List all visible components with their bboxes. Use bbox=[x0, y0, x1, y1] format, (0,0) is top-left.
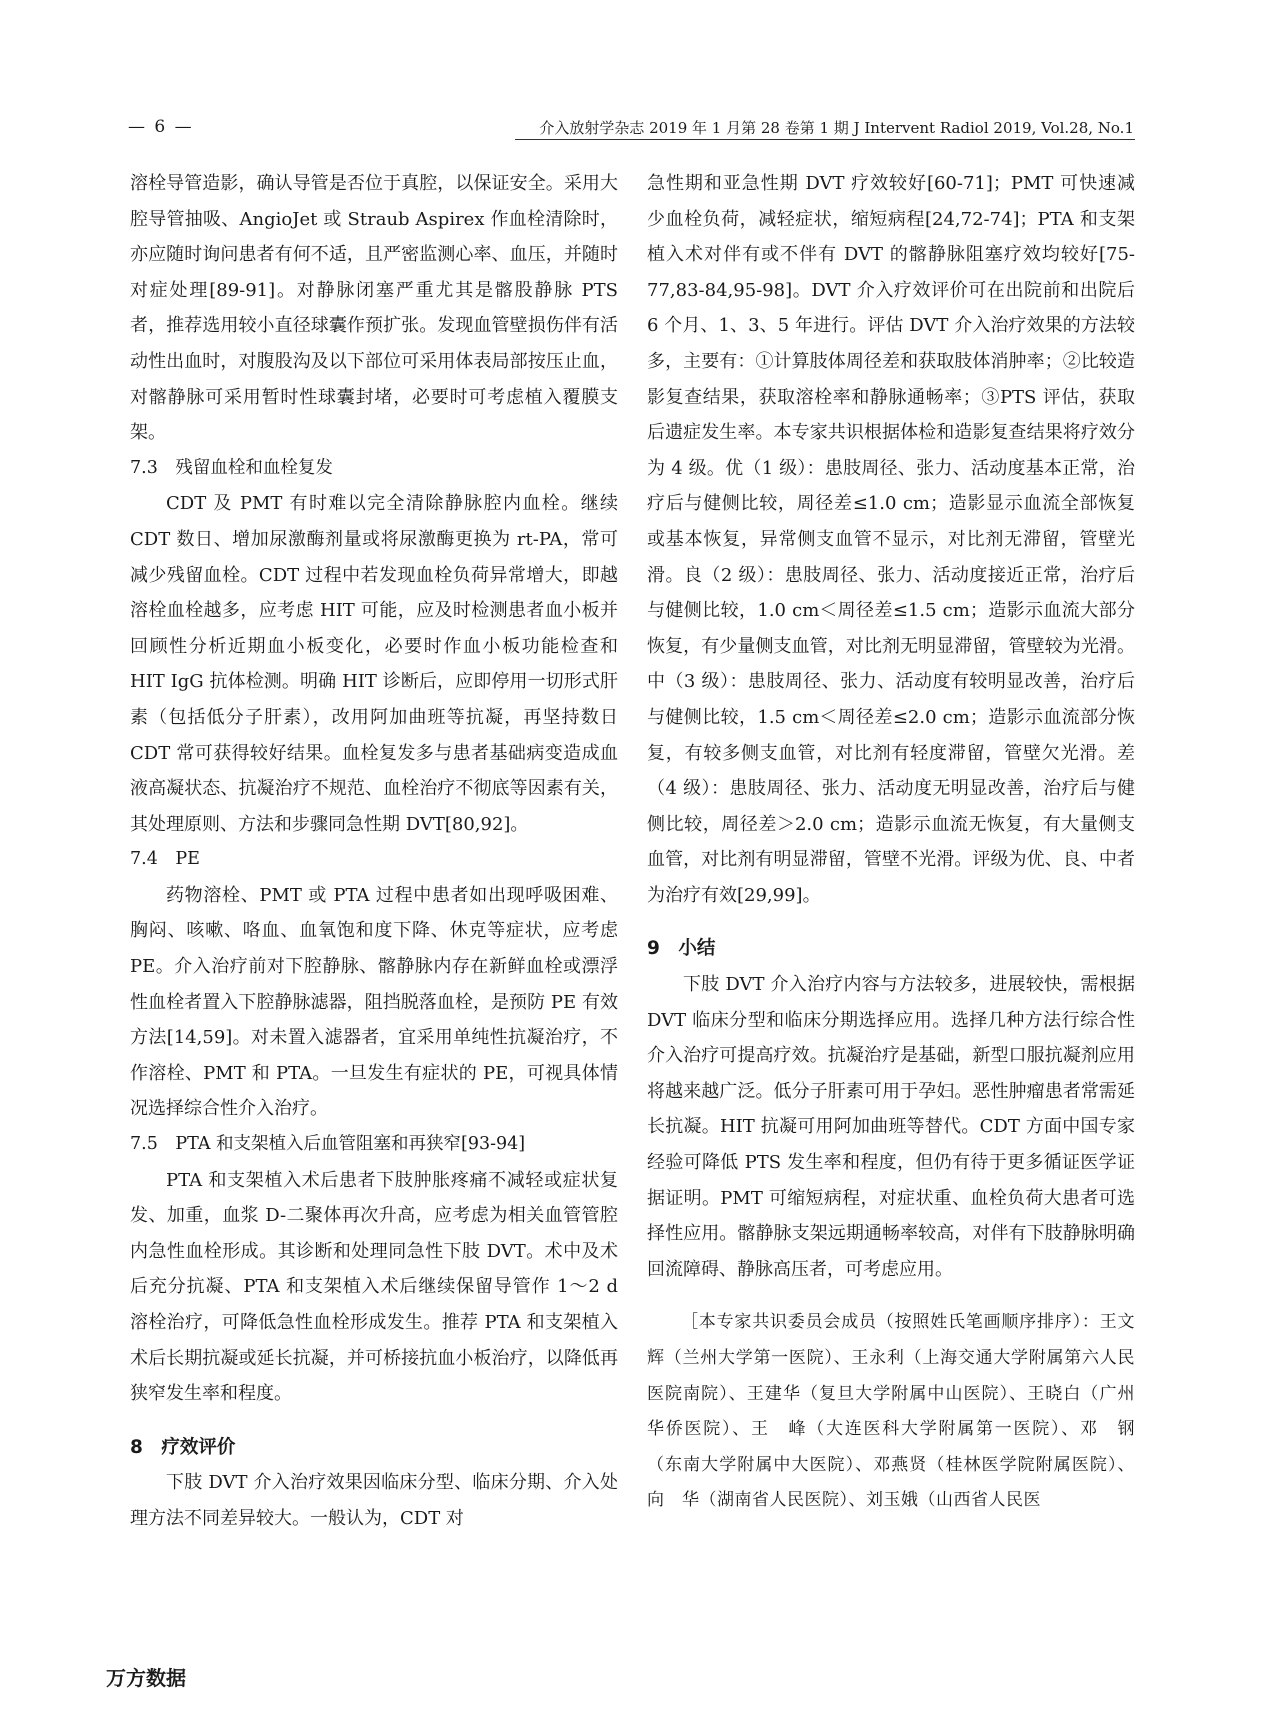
page-number: — 6 — bbox=[128, 117, 194, 137]
paragraph-9: 下肢 DVT 介入治疗内容与方法较多，进展较快，需根据 DVT 临床分型和临床分期选择应用。选择几种方法行综合性介入治疗可提高疗效。抗凝治疗是基础，新型口服抗凝剂应用将越来越广泛。低分子肝素可用于孕妇。恶性肿瘤患者常需延长抗凝。HIT 抗凝可用阿加曲班等替代。CDT 方面中国专家经验可降低 PTS 发生率和程度，但仍有待于更多循证医学证据证明。PMT 可缩短病程，对症状重、血栓负荷大患者可选择性应用。髂静脉支架远期通畅率较高，对伴有下肢静脉明确回流障碍、静脉高压者，可考虑应用。 bbox=[647, 974, 1135, 1280]
left-column bbox=[130, 166, 618, 1537]
section-heading-7-3: 7.3 残留血栓和血栓复发 bbox=[130, 457, 333, 478]
paragraph-7-4: 药物溶栓、PMT 或 PTA 过程中患者如出现呼吸困难、胸闷、咳嗽、咯血、血氧饱和度下降、休克等症状，应考虑 PE。介入治疗前对下腔静脉、髂静脉内存在新鲜血栓或漂浮性血栓者置入下腔静脉滤器，阻挡脱落血栓，是预防 PE 有效方法[14,59]。对未置入滤器者，宜采用单纯性抗凝治疗，不作溶栓、PMT 和 PTA。一旦发生有症状的 PE，可视具体情况选择综合性介入治疗。 bbox=[130, 884, 618, 1120]
section-gap bbox=[647, 1287, 1135, 1305]
wanfang-data-watermark: 万方数据 bbox=[106, 1666, 186, 1690]
committee-members: ［本专家共识委员会成员（按照姓氏笔画顺序排序）：王文辉（兰州大学第一医院）、王永利（上海交通大学附属第六人民医院南院）、王建华（复旦大学附属中山医院）、王晓白（广州华侨医院）、王 峰（大连医科大学附属第一医院）、邓 钢（东南大学附属中大医院）、邓燕贤（桂林医学院附属医院）、向 华（湖南省人民医院）、刘玉娥（山西省人民医 bbox=[647, 1312, 1135, 1511]
paragraph-8: 下肢 DVT 介入治疗效果因临床分型、临床分期、介入处理方法不同差异较大。一般认为，CDT 对 bbox=[130, 1472, 618, 1529]
header-divider bbox=[515, 139, 1135, 140]
paragraph-8-continued: 急性期和亚急性期 DVT 疗效较好[60-71]；PMT 可快速减少血栓负荷，减轻症状，缩短病程[24,72-74]；PTA 和支架植入术对伴有或不伴有 DVT 的髂静脉阻塞疗效均较好[75-77,83-84,95-98]。DVT 介入疗效评价可在出院前和出院后 6 个月、1、3、5 年进行。评估 DVT 介入治疗效果的方法较多，主要有：①计算肢体周径差和获取肢体消肿率；②比较造影复查结果，获取溶栓率和静脉通畅率；③PTS 评估，获取后遗症发生率。本专家共识根据体检和造影复查结果将疗效分为 4 级。优（1 级）：患肢周径、张力、活动度基本正常，治疗后与健侧比较，周径差≤1.0 cm；造影显示血流全部恢复或基本恢复，异常侧支血管不显示，对比剂无滞留，管壁光滑。良（2 级）：患肢周径、张力、活动度接近正常，治疗后与健侧比较，1.0 cm＜周径差≤1.5 cm；造影示血流大部分恢复，有少量侧支血管，对比剂无明显滞留，管壁较为光滑。中（3 级）：患肢周径、张力、活动度有较明显改善，治疗后与健侧比较，1.5 cm＜周径差≤2.0 cm；造影示血流部分恢复，有较多侧支血管，对比剂有轻度滞留，管壁欠光滑。差（4 级）：患肢周径、张力、活动度无明显改善，治疗后与健侧比较，周径差＞2.0 cm；造影示血流无恢复，有大量侧支血管，对比剂有明显滞留，管壁不光滑。评级为优、良、中者为治疗有效[29,99]。 bbox=[647, 173, 1135, 906]
paragraph-7-3: CDT 及 PMT 有时难以完全清除静脉腔内血栓。继续 CDT 数日、增加尿激酶剂量或将尿激酶更换为 rt-PA，常可减少残留血栓。CDT 过程中若发现血栓负荷异常增大，即越溶栓血栓越多，应考虑 HIT 可能，应及时检测患者血小板并回顾性分析近期血小板变化，必要时作血小板功能检查和 HIT IgG 抗体检测。明确 HIT 诊断后，应即停用一切形式肝素（包括低分子肝素），改用阿加曲班等抗凝，再坚持数日 CDT 常可获得较好结果。血栓复发多与患者基础病变造成血液高凝状态、抗凝治疗不规范、血栓治疗不彻底等因素有关，其处理原则、方法和步骤同急性期 DVT[80,92]。 bbox=[130, 493, 618, 835]
section-heading-7-4: 7.4 PE bbox=[130, 849, 200, 870]
section-heading-9: 9 小结 bbox=[647, 938, 716, 960]
section-heading-8: 8 疗效评价 bbox=[130, 1436, 236, 1458]
section-gap bbox=[130, 1412, 618, 1430]
section-gap bbox=[647, 913, 1135, 931]
section-heading-7-5: 7.5 PTA 和支架植入后血管阻塞和再狭窄[93-94] bbox=[130, 1134, 526, 1155]
paragraph-7-5: PTA 和支架植入术后患者下肢肿胀疼痛不减轻或症状复发、加重，血浆 D-二聚体再次升高，应考虑为相关血管管腔内急性血栓形成。其诊断和处理同急性下肢 DVT。术中及术后充分抗凝、PTA 和支架植入术后继续保留导管作 1～2 d 溶栓治疗，可降低急性血栓形成发生。推荐 PTA 和支架植入术后长期抗凝或延长抗凝，并可桥接抗血小板治疗，以降低再狭窄发生率和程度。 bbox=[130, 1169, 618, 1405]
paragraph-7-2-continued: 溶栓导管造影，确认导管是否位于真腔，以保证安全。采用大腔导管抽吸、AngioJet 或 Straub Aspirex 作血栓清除时，亦应随时询问患者有何不适，且严密监测心率、血压，并随时对症处理[89-91]。对静脉闭塞严重尤其是髂股静脉 PTS 者，推荐选用较小直径球囊作预扩张。发现血管壁损伤伴有活动性出血时，对腹股沟及以下部位可采用体表局部按压止血，对髂静脉可采用暂时性球囊封堵，必要时可考虑植入覆膜支架。 bbox=[130, 173, 618, 444]
journal-running-header: 介入放射学杂志 2019 年 1 月第 28 卷第 1 期 J Intervent Radiol 2019, Vol.28, No.1 bbox=[539, 119, 1134, 137]
right-column bbox=[647, 166, 1135, 1519]
